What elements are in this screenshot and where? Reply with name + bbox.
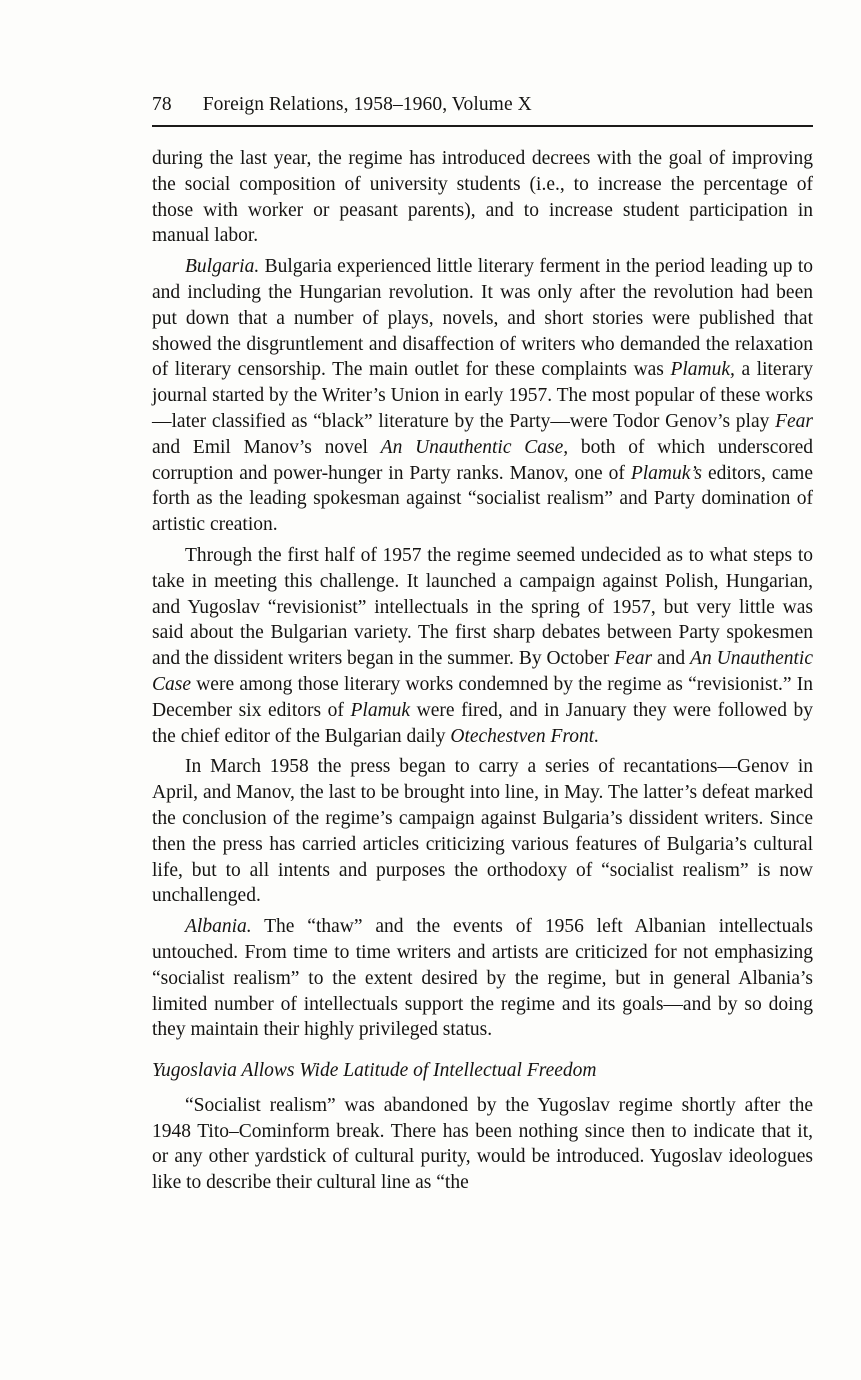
- section-heading: Yugoslavia Allows Wide Latitude of Intellectual Freedom: [152, 1060, 597, 1082]
- paragraph: “Socialist realism” was abandoned by the Yugoslav regime shortly after the 1948 Tito–Cominform break. There has been nothing since then to indicate that it, or any other yardstick of cultural purity, would be introduced. Yugoslav ideologues like to describe their cultural line as “the: [152, 1094, 813, 1194]
- page-number: 78: [152, 94, 172, 115]
- paragraph: during the last year, the regime has introduced decrees with the goal of improving the social composition of university students (i.e., to increase the percentage of those with worker or peasant parents), and to increase student participation in manual labor.: [152, 148, 813, 247]
- paragraph: In March 1958 the press began to carry a series of recantations—Genov in April, and Manov, the last to be brought into line, in May. The latter’s defeat marked the conclusion of the regime’s campaign against Bulgaria’s dissident writers. Since then the press has carried articles criticizing various features of Bulgaria’s cultural life, but to all intents and purposes the orthodoxy of “socialist realism” is now unchallenged.: [152, 756, 813, 907]
- page-content: [152, 94, 813, 1201]
- paragraph: Bulgaria. Bulgaria experienced little literary ferment in the period leading up to and including the Hungarian revolution. It was only after the revolution had been put down that a number of plays, novels, and short stories were published that showed the disgruntlement and disaffection of writers who demanded the relaxation of literary censorship. The main outlet for these complaints was Plamuk, a literary journal started by the Writer’s Union in early 1957. The most popular of these works—later classified as “black” literature by the Party—were Todor Genov’s play Fear and Emil Manov’s novel An Unauthentic Case, both of which underscored corruption and power-hunger in Party ranks. Manov, one of Plamuk’s editors, came forth as the leading spokesman against “socialist realism” and Party domination of artistic creation.: [152, 256, 814, 536]
- page-body: [152, 146, 813, 1196]
- header-title: Foreign Relations, 1958–1960, Volume X: [202, 94, 532, 115]
- paragraph: Albania. The “thaw” and the events of 1956 left Albanian intellectuals untouched. From time to time writers and artists are criticized for not emphasizing “socialist realism” to the extent desired by the regime, but in general Albania’s limited number of intellectuals support the regime and its goals—and by so doing they maintain their highly privileged status.: [152, 916, 813, 1041]
- paragraph: Through the first half of 1957 the regime seemed undecided as to what steps to take in meeting this challenge. It launched a campaign against Polish, Hungarian, and Yugoslav “revisionist” intellectuals in the spring of 1957, but very little was said about the Bulgarian variety. The first sharp debates between Party spokesmen and the dissident writers began in the summer. By October Fear and An Unauthentic Case were among those literary works condemned by the regime as “revisionist.” In December six editors of Plamuk were fired, and in January they were followed by the chief editor of the Bulgarian daily Otechestven Front.: [152, 544, 814, 747]
- running-header: [152, 94, 813, 127]
